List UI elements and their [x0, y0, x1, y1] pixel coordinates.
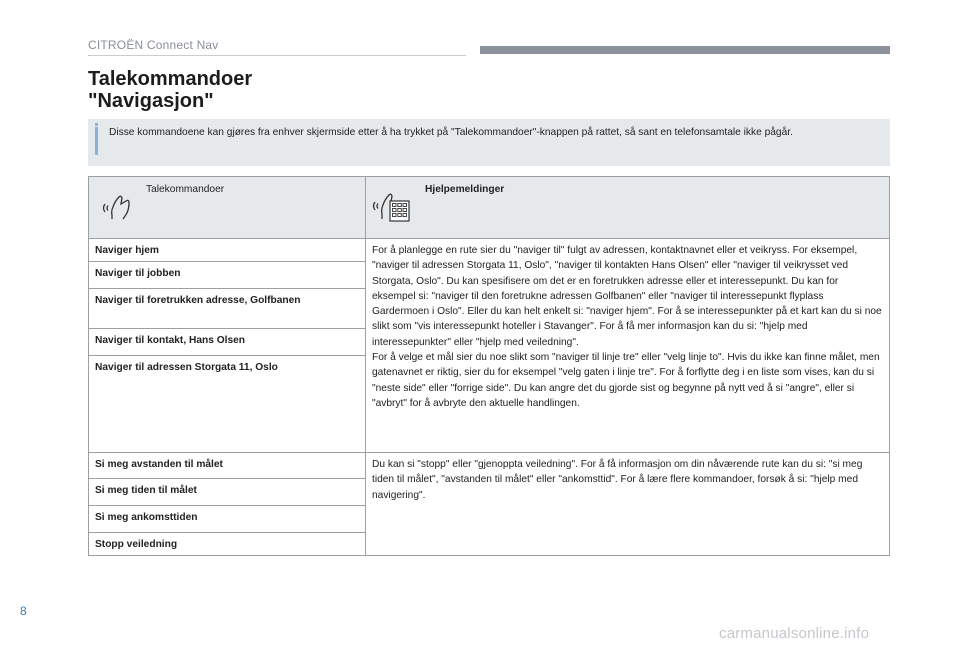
voice-help-icon: [372, 189, 412, 223]
help-text: For å planlegge en rute sier du "naviger til" fulgt av adressen, kontaktnavnet eller et veikryss. For eksempel, "naviger til adressen Storgata 11, Oslo", "naviger til kontakten Hans Olsen" eller "naviger til veikrysset ved Storgata, Oslo". Du kan spesifisere om det er en foretrukken adresse eller et interessepunkt. Du kan for eksempel si: "naviger til den foretrukne adressen Golfbanen" eller "naviger til interessepunkt flyplass Gardermoen i Oslo". Eller du kan helt enkelt si: "naviger hjem". For å se interessepunkter på et kart kan du si noe slikt som "vis interessepunkt hoteller i Stavanger". For å få mer informasjon kan du si: "hjelp med interessepunkter" eller "hjelp med veiledning". For å velge et mål sier du noe slikt som "naviger til linje tre" eller "velg linje to". Hvis du ikke kan finne målet, men gatenavnet er riktig, sier du for eksempel "velg gaten i linje tre". For å forflytte deg i en liste som vises, kan du si "neste side" eller "forrige side". Du kan angre det du gjorde sist og begynne på nytt ved å si "angre", eller si "avbryt" for å avbryte den aktuelle handlingen.: [372, 245, 882, 409]
help-text: Du kan si "stopp" eller "gjenoppta veiledning". For å få informasjon om din nåværende rute kan du si: "si meg tiden til målet", "avstanden til målet" eller "ankomsttid". For å lære flere kommandoer, forsøk å si: "hjelp med navigering".: [372, 459, 863, 501]
help-cell: [366, 239, 890, 453]
table-header-row: [89, 177, 890, 239]
page-title-line1: Talekommandoer: [88, 68, 253, 90]
command-cell: Naviger til kontakt, Hans Olsen: [89, 329, 366, 356]
info-icon: [95, 127, 98, 155]
info-note-text: Disse kommandoene kan gjøres fra enhver skjermside etter å ha trykket på "Talekommandoer"-knappen på rattet, så sant en telefonsamtale ikke pågår.: [109, 127, 793, 138]
command-cell: Stopp veiledning: [89, 533, 366, 556]
command-cell: Naviger hjem: [89, 239, 366, 262]
brand-rule: [88, 55, 466, 56]
page-title: [88, 68, 252, 112]
voice-command-table: [88, 176, 890, 556]
command-cell: Si meg ankomsttiden: [89, 506, 366, 533]
table-header-commands: [89, 177, 366, 239]
header-help-label: Hjelpemeldinger: [425, 184, 505, 195]
command-cell: Naviger til foretrukken adresse, Golfbanen: [89, 289, 366, 329]
command-cell: Si meg tiden til målet: [89, 479, 366, 506]
brand-label: CITROËN Connect Nav: [88, 38, 219, 52]
table-row: [89, 239, 890, 262]
table-row: [89, 453, 890, 479]
page-title-line2: "Navigasjon": [88, 90, 214, 112]
header-commands-label: Talekommandoer: [146, 184, 225, 195]
info-note: [88, 119, 890, 166]
command-cell: Si meg avstanden til målet: [89, 453, 366, 479]
command-cell: Naviger til jobben: [89, 262, 366, 289]
help-cell: [366, 453, 890, 556]
brand-bar: [480, 46, 890, 54]
table-header-help: [366, 177, 890, 239]
command-cell: Naviger til adressen Storgata 11, Oslo: [89, 356, 366, 453]
watermark: carmanualsonline.info: [719, 625, 870, 642]
page-number: 8: [20, 604, 27, 618]
voice-command-icon: [101, 191, 135, 221]
